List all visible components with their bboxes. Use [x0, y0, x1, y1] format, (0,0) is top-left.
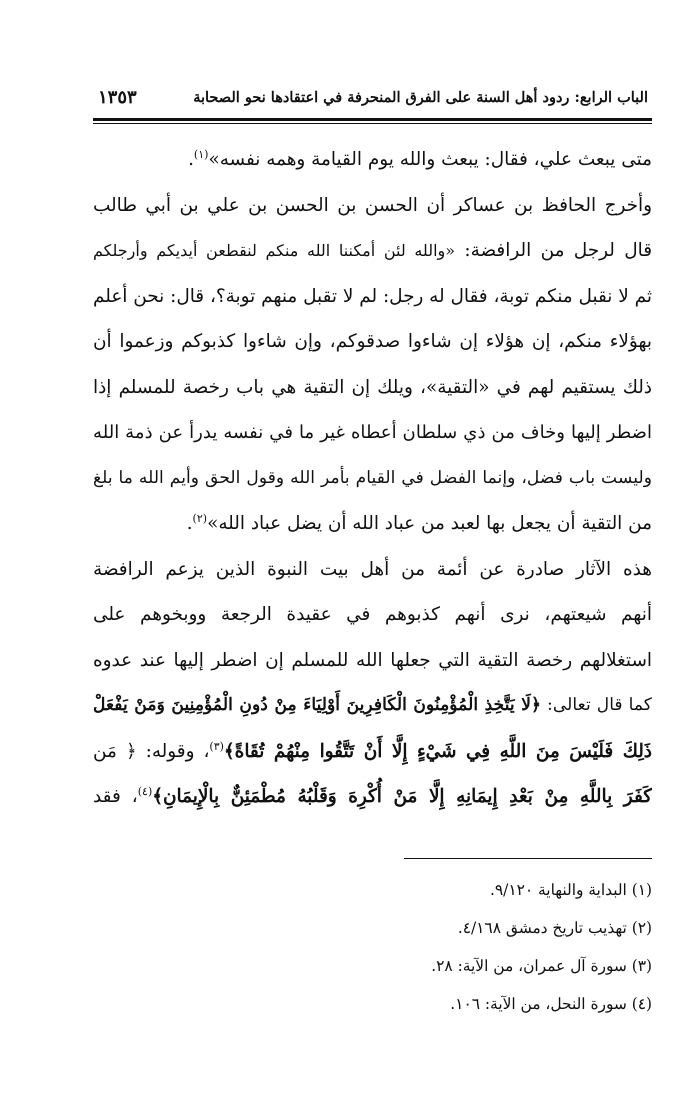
- footnote-ref: (٣): [209, 739, 224, 753]
- quran-verse: ﴿لَا يَتَّخِذِ الْمُؤْمِنُونَ الْكَافِرِينَ أَوْلِيَاءَ مِنْ دُونِ الْمُؤْمِنِينَ وَمَنْ يَفْعَلْ: [93, 695, 542, 715]
- footnote: (٣) سورة آل عمران، من الآية: ٢٨.: [431, 957, 652, 975]
- footnote: (٤) سورة النحل، من الآية: ١٠٦.: [450, 995, 652, 1013]
- text-line: أنهم شيعتهم، نرى أنهم كذبوهم في عقيدة الرجعة ووبخوهم على: [93, 604, 652, 625]
- header-rule-thick: [93, 118, 652, 121]
- text-line: من التقية أن يجعل بها لعبد من عباد الله أن يضل عباد الله»$^{(٢)}$.: [186, 512, 652, 534]
- text-line: استغلالهم رخصة التقية التي جعلها الله للمسلم إن اضطر إليها عند عدوه: [93, 649, 652, 671]
- text-line: هذه الآثار صادرة عن أئمة من أهل بيت النبوة الذين يزعم الرافضة: [93, 558, 652, 580]
- text-line: ذَلِكَ فَلَيْسَ مِنَ اللَّهِ فِي شَيْءٍ إِلَّا أَنْ تَتَّقُوا مِنْهُمْ تُقَاةً﴾$^{(٣)}$، وقوله: ﴿ مَن: [93, 739, 652, 762]
- footnote: (٢) تهذيب تاريخ دمشق ٤/١٦٨.: [457, 919, 652, 937]
- chapter-title: الباب الرابع: ردود أهل السنة على الفرق المنحرفة في اعتقادها نحو الصحابة: [193, 88, 648, 106]
- quran-verse: كَفَرَ بِاللَّهِ مِنْ بَعْدِ إِيمَانِهِ إِلَّا مَنْ أُكْرِهَ وَقَلْبُهُ مُطْمَئِنٌّ بِالْإِيمَانِ﴾: [152, 786, 652, 807]
- text-line: وليست باب فضل، وإنما الفضل في القيام بأمر الله وقول الحق وأيم الله ما بلغ: [93, 467, 652, 488]
- footnote-separator: [404, 858, 652, 859]
- main-text: [93, 137, 652, 820]
- text-line: بهؤلاء منكم، إن هؤلاء إن شاءوا صدقوكم، وإن شاءوا كذبوكم وزعموا أن: [93, 331, 652, 352]
- quotation: «والله لئن أمكننا الله منكم لنقطعن أيديكم وأرجلكم: [93, 241, 456, 260]
- text-line: كَفَرَ بِاللَّهِ مِنْ بَعْدِ إِيمَانِهِ إِلَّا مَنْ أُكْرِهَ وَقَلْبُهُ مُطْمَئِنٌّ بِالْإِيمَانِ﴾$^{(٤)}$، فقد: [93, 785, 652, 807]
- footnote-ref: (٢): [192, 512, 208, 525]
- footnote-ref: (١): [193, 148, 209, 161]
- footnote: (١) البداية والنهاية ٩/١٢٠.: [489, 881, 652, 899]
- text-line: وأخرج الحافظ بن عساكر أن الحسن بن الحسن بن علي بن أبي طالب: [93, 194, 652, 216]
- footnotes: [93, 871, 652, 1023]
- text-line: اضطر إليها وخاف من ذي سلطان أعطاه غير ما في نفسه يدرأ عن ذمة الله: [93, 422, 652, 443]
- page-number: ١٣٥٣: [98, 86, 137, 108]
- footnote-ref: (٤): [137, 785, 153, 798]
- text-line: ثم لا نقبل منكم توبة، فقال له رجل: لم لا تقبل منهم توبة؟، قال: نحن أعلم: [93, 285, 652, 307]
- text-line: ذلك يستقيم لهم في «التقية»، ويلك إن التقية هي باب رخصة للمسلم إذا: [93, 376, 652, 398]
- text-line: متى يبعث علي، فقال: يبعث والله يوم القيامة وهمه نفسه»$^{(١)}$.: [188, 148, 652, 170]
- text-line: كما قال تعالى: ﴿لَا يَتَّخِذِ الْمُؤْمِنُونَ الْكَافِرِينَ أَوْلِيَاءَ مِنْ دُونِ الْمُؤْمِنِينَ وَمَنْ يَفْعَلْ: [93, 695, 652, 715]
- running-header: [98, 82, 648, 112]
- quran-verse: ذَلِكَ فَلَيْسَ مِنَ اللَّهِ فِي شَيْءٍ إِلَّا أَنْ تَتَّقُوا مِنْهُمْ تُقَاةً﴾: [223, 740, 652, 762]
- header-rule-thin: [93, 123, 652, 124]
- text-line: قال لرجل من الرافضة: «والله لئن أمكننا الله منكم لنقطعن أيديكم وأرجلكم: [93, 240, 652, 261]
